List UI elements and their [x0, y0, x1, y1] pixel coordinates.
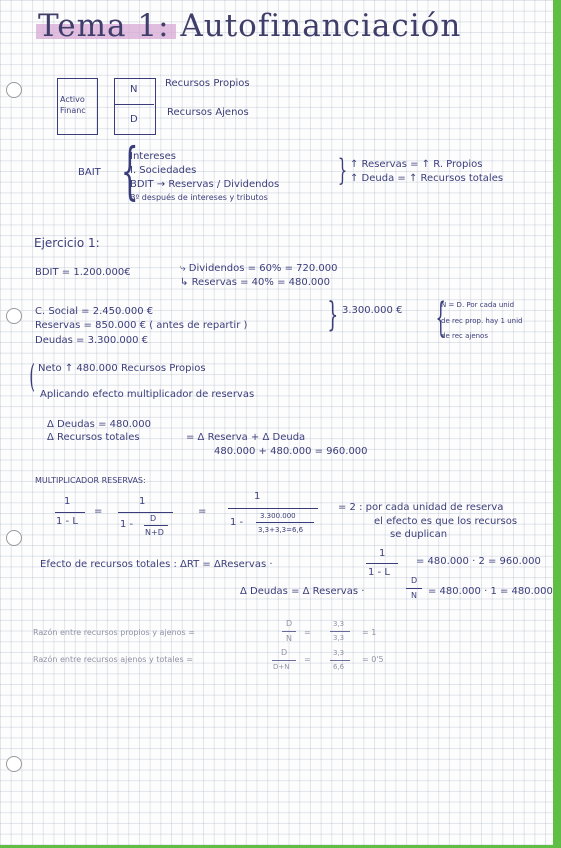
deudas-result: = 480.000 · 1 = 480.000 [428, 586, 553, 597]
fraction-2-num: 1 [139, 496, 146, 507]
razon-1-f-bar [282, 631, 296, 632]
d-label: D [130, 114, 138, 125]
deudas-num: D [411, 576, 418, 585]
efecto-num: 1 [379, 548, 386, 559]
razon-1-v-num: 3,3 [333, 620, 345, 628]
bait-item: BDIT → Reservas / Dividendos [130, 179, 280, 190]
exercise-heading: Ejercicio 1: [34, 236, 100, 250]
razon-1-result: = 1 [362, 628, 377, 637]
equals-sign: = [304, 655, 311, 664]
fraction-3-sub-bar [256, 522, 314, 523]
reservas-line: ↳ Reservas = 40% = 480.000 [180, 277, 330, 288]
razon-1-label: Razón entre recursos propios y ajenos = [33, 628, 195, 637]
binder-hole [6, 756, 22, 772]
fraction-3-den-pre: 1 - [230, 517, 244, 528]
fraction-3-bar [228, 508, 318, 509]
razon-1-v-bar [330, 631, 350, 632]
binder-hole [6, 308, 22, 324]
delta-recursos-totales: Δ Recursos totales [47, 432, 140, 443]
capital-line: C. Social = 2.450.000 € [35, 306, 154, 317]
capital-brace: } [327, 295, 339, 335]
side-note: N = D. Por cada unid [441, 301, 515, 309]
efecto-result: = 480.000 · 2 = 960.000 [416, 556, 541, 567]
fraction-3-num: 1 [254, 491, 261, 502]
deudas-den: N [411, 591, 417, 600]
equals-sign: = [198, 506, 207, 517]
recursos-propios: Recursos Propios [165, 78, 250, 89]
neto-bracket: ( [29, 357, 36, 395]
bdit-line: BDIT = 1.200.000€ [35, 267, 131, 278]
fraction-3-bot: 3,3+3,3=6,6 [258, 526, 304, 534]
delta-deudas: Δ Deudas = 480.000 [47, 419, 151, 430]
razon-2-v-den: 6,6 [333, 663, 345, 671]
deudas-label: Δ Deudas = Δ Reservas · [240, 586, 365, 597]
razon-2-v-bar [330, 660, 350, 661]
razon-2-v-num: 3,3 [333, 649, 345, 657]
fraction-1-num: 1 [64, 496, 71, 507]
razon-1-v-den: 3,3 [333, 634, 345, 642]
efecto-label: Efecto de recursos totales : ΔRT = ΔReservas · [40, 559, 273, 570]
razon-2-f-num: D [281, 648, 288, 657]
total-line: 3.300.000 € [342, 305, 403, 316]
fraction-1-bar [55, 512, 85, 513]
fraction-2-sub-bar [144, 525, 168, 526]
nd-divider [114, 104, 154, 105]
activo-label: Activo Financ [60, 95, 86, 116]
page-title: Tema 1: Autofinanciación [38, 8, 462, 44]
efecto-den: 1 - L [368, 567, 390, 578]
neto-line: Neto ↑ 480.000 Recursos Propios [38, 363, 206, 374]
fraction-2-d: D [150, 514, 157, 523]
razon-1-f-num: D [286, 619, 293, 628]
razon-2-f-bar [272, 660, 296, 661]
result-line: = 2 : por cada unidad de reserva [338, 502, 504, 513]
razon-2-f-den: D+N [273, 663, 290, 671]
bait-effect: ↑ Deuda = ↑ Recursos totales [350, 173, 504, 184]
dividendos-text: Dividendos = 60% = 720.000 [188, 263, 338, 274]
efecto-bar [366, 563, 398, 564]
binder-hole [6, 82, 22, 98]
aplicando-line: Aplicando efecto multiplicador de reservas [40, 389, 255, 400]
razon-2-result: = 0'5 [362, 655, 384, 664]
deudas-line: Deudas = 3.300.000 € [35, 335, 149, 346]
razon-1-f-den: N [286, 634, 292, 643]
binder-hole [6, 530, 22, 546]
equals-sign: = [94, 506, 103, 517]
deudas-bar [406, 588, 422, 589]
dividendos-line: ⤷ Dividendos = 60% = 720.000 [180, 263, 338, 274]
reservas-capital-line: Reservas = 850.000 € ( antes de repartir ) [35, 320, 248, 331]
fraction-2-nd: N+D [145, 528, 164, 537]
n-label: N [130, 84, 138, 95]
fraction-2-bar [118, 512, 173, 513]
recursos-ajenos: Recursos Ajenos [167, 107, 249, 118]
bait-item: Bº después de intereses y tributos [130, 193, 268, 202]
effects-brace: } [337, 153, 348, 188]
result-line: se duplican [390, 529, 448, 540]
multiplicador-heading: MULTIPLICADOR RESERVAS: [35, 476, 146, 485]
razon-2-label: Razón entre recursos ajenos y totales = [33, 655, 193, 664]
fraction-3-top: 3.300.000 [260, 512, 296, 520]
bait-brace: { [120, 134, 139, 207]
fraction-2-den-pre: 1 - [120, 519, 134, 530]
fraction-1-den: 1 - L [56, 516, 78, 527]
bait-label: BAIT [78, 167, 101, 178]
delta-values: 480.000 + 480.000 = 960.000 [214, 446, 368, 457]
bait-item: Intereses [130, 151, 176, 162]
side-note: de rec ajenos [441, 332, 488, 340]
side-note: de rec prop. hay 1 unid [441, 317, 523, 325]
bait-effect: ↑ Reservas = ↑ R. Propios [350, 159, 483, 170]
equals-sign: = [304, 628, 311, 637]
result-line: el efecto es que los recursos [374, 516, 518, 527]
reservas-text: Reservas = 40% = 480.000 [191, 277, 330, 288]
note-brace: { [435, 295, 446, 341]
bait-item: I. Sociedades [130, 165, 197, 176]
delta-equation: = Δ Reserva + Δ Deuda [186, 432, 306, 443]
